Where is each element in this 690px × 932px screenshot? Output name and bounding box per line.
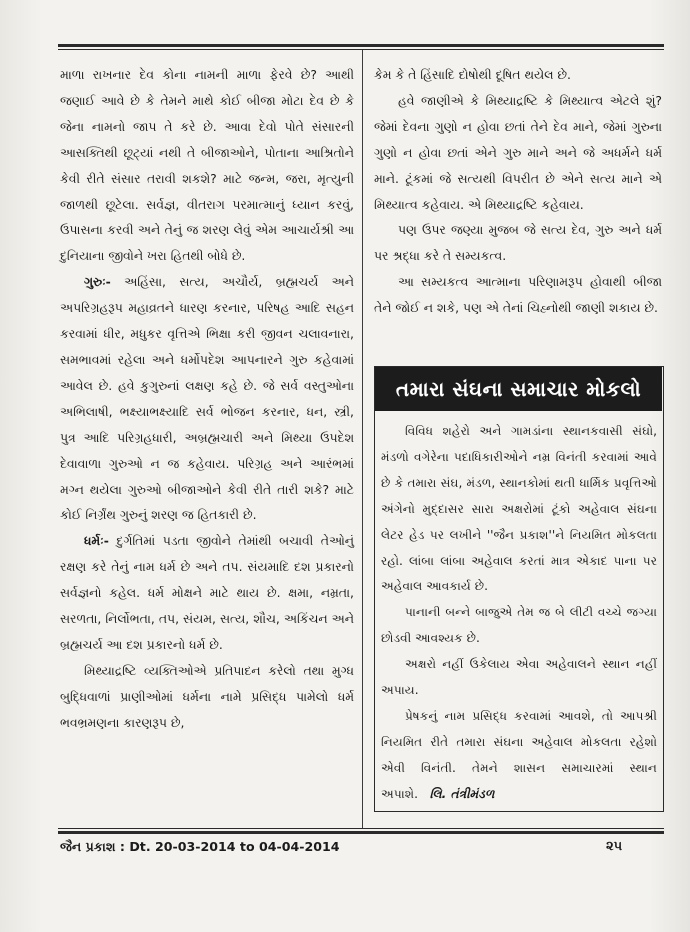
news-notice-title: તમારા સંઘના સમાચાર મોકલો bbox=[375, 367, 662, 411]
guru-text: અહિંસા, સત્ય, અચૌર્ય, બ્રહ્મચર્ય અને અપરિગ્રહરૂપ મહાવ્રતને ધારણ કરનાર, પરિષહ આદિ સહન કરવામાં ધીર, મધુકર વૃત્તિએ ભિક્ષા કરી જીવન ચલાવનારા, સમભાવમાં રહેલા અને ધર્મોપદેશ આપનારને ગુરુ કહેવામાં આવેલ છે. હવે કુગુરુનાં લક્ષણ કહે છે. જે સર્વ વસ્તુઓના અભિલાષી, ભક્ષ્યાભક્ષ્યાદિ સર્વ ભોજન કરનાર, ધન, સ્ત્રી, પુત્ર આદિ પરિગ્રહધારી, અબ્રહ્મચારી અને મિથ્યા ઉપદેશ દેવાવાળા ગુરુઓ ન જ કહેવાય. પરિગ્રહ અને આરંભમાં મગ્ન થયેલા ગુરુઓ બીજાઓને કેવી રીતે તારી શકે? માટે કોઈ નિર્ગ્રંથ ગુરુનું શરણ જ હિતકારી છે. bbox=[60, 274, 354, 523]
top-rule-thin bbox=[58, 49, 664, 50]
right-paragraph-3: પણ ઉપર જણ્યા મુજબ જે સત્ય દેવ, ગુરુ અને ધર્મ પર શ્રદ્ધા કરે તે સમ્યકત્વ. bbox=[374, 222, 662, 264]
news-paragraph-4 bbox=[381, 704, 657, 808]
news-paragraph-1: વિવિધ શહેરો અને ગામડાંના સ્થાનકવાસી સંઘો, મંડળો વગેરેના પદાધિકારીઓને નમ્ર વિનંતી કરવામાં આવે છે કે તમારા સંઘ, મંડળ, સ્થાનકોમાં થતી ધાર્મિક પ્રવૃત્તિઓ અંગેનો મુદ્દાસર સારા અક્ષરોમાં ટૂંકો અહેવાલ સંઘના લેટર હેડ પર લખીને ''જૈન પ્રકાશ''ને નિયમિત મોકલતા રહો. લાંબા લાંબા અહેવાલ કરતાં માત્ર એકાદ પાના પર અહેવાલ આવકાર્ય છે. bbox=[381, 424, 657, 594]
top-rule-thick bbox=[58, 44, 664, 47]
footer-page-number: ૨૫ bbox=[606, 839, 623, 854]
bottom-rule-thin bbox=[58, 828, 664, 829]
guru-heading: ગુરુઃ- bbox=[84, 274, 111, 290]
news-paragraph-2: પાનાની બન્ને બાજુએ તેમ જ બે લીટી વચ્ચે જગ્યા છોડવી આવશ્યક છે. bbox=[381, 605, 657, 646]
right-paragraph-2: હવે જાણીએ કે મિથ્યાદ્રષ્ટિ કે મિથ્યાત્વ એટલે શું? જેમાં દેવના ગુણો ન હોવા છતાં તેને દેવ માને, જેમાં ગુરુના ગુણો ન હોવા છતાં એને ગુરુ માને અને જે અધર્મને ધર્મ માને. ટૂંકમાં જે સત્યથી વિપરીત છે એને સત્ય માને એ મિથ્યાત્વ કહેવાય. એ મિથ્યાદ્રષ્ટિ કહેવાય. bbox=[374, 92, 662, 212]
news-paragraph-3: અક્ષરો નહીં ઉકેલાય એવા અહેવાલને સ્થાન નહીં અપાય. bbox=[381, 657, 657, 698]
dharma-heading: ધર્મઃ- bbox=[84, 533, 109, 549]
left-column bbox=[60, 62, 354, 736]
news-notice-box bbox=[374, 366, 664, 812]
right-column bbox=[374, 62, 662, 321]
editorial-signature: લિ. તંત્રીમંડળ bbox=[429, 786, 495, 801]
column-divider bbox=[362, 50, 363, 828]
guru-paragraph bbox=[60, 269, 354, 528]
news-notice-body bbox=[381, 419, 657, 808]
right-paragraph-1: કેમ કે તે હિંસાદિ દોષોથી દૂષિત થયેલ છે. bbox=[374, 67, 571, 82]
left-paragraph-last: મિથ્યાદ્રષ્ટિ વ્યક્તિઓએ પ્રતિપાદન કરેલો તથા મુગ્ધ બુદ્ધિવાળાં પ્રાણીઓમાં ધર્મના નામે પ્રસિદ્ધ પામેલો ધર્મ ભવભ્રમણના કારણરૂપ છે, bbox=[60, 662, 354, 730]
dharma-text: દુર્ગતિમાં પડતા જીવોને તેમાંથી બચાવી તેઓનું રક્ષણ કરે તેનું નામ ધર્મ છે અને તપ. સંયમાદિ દશ પ્રકારનો સર્વજ્ઞનો કહેલ. ધર્મ મોક્ષને માટે થાય છે. ક્ષમા, નમ્રતા, સરળતા, નિર્લોભતા, તપ, સંયમ, સત્ય, શૌચ, અકિંચન અને બ્રહ્મચર્ય આ દશ પ્રકારનો ધર્મ છે. bbox=[60, 533, 354, 652]
news-paragraph-4-text: પ્રેષકનું નામ પ્રસિદ્ધ કરવામાં આવશે, તો આપશ્રી નિયમિત રીતે તમારા સંઘના અહેવાલ મોકલતા રહેશો એવી વિનંતી. તેમને શાસન સમાચારમાં સ્થાન અપાશે. bbox=[381, 708, 657, 801]
footer-publication: જૈન પ્રકાશ : Dt. 20-03-2014 to 04-04-2014 bbox=[60, 839, 340, 854]
left-paragraph-1: માળા રાખનાર દેવ કોના નામની માળા ફેરવે છે? આથી જણાઈ આવે છે કે તેમને માથે કોઈ બીજા મોટા દેવ છે કે જેના નામનો જાપ તે કરે છે. આવા દેવો પોતે સંસારની આસક્તિથી છૂટ્યાં નથી તે બીજાઓને, પોતાના આશ્રિતોને કેવી રીતે સંસાર તરાવી શકશે? માટે જન્મ, જરા, મૃત્યુની જાળથી છૂટેલા. સર્વજ્ઞ, વીતરાગ પરમાત્માનું ધ્યાન કરવું, ઉપાસના કરવી અને તેનું જ શરણ લેવું એમ આચાર્યશ્રી આ દુનિયાના જીવોને ખરા હિતથી બોધે છે. bbox=[60, 67, 354, 264]
bottom-rule-thick bbox=[58, 831, 664, 834]
right-paragraph-4: આ સમ્યકત્વ આત્માના પરિણામરૂપ હોવાથી બીજા તેને જોઈ ન શકે, પણ એ તેનાં ચિહ્નોથી જાણી શકાય છે. bbox=[374, 274, 662, 316]
dharma-paragraph bbox=[60, 528, 354, 658]
